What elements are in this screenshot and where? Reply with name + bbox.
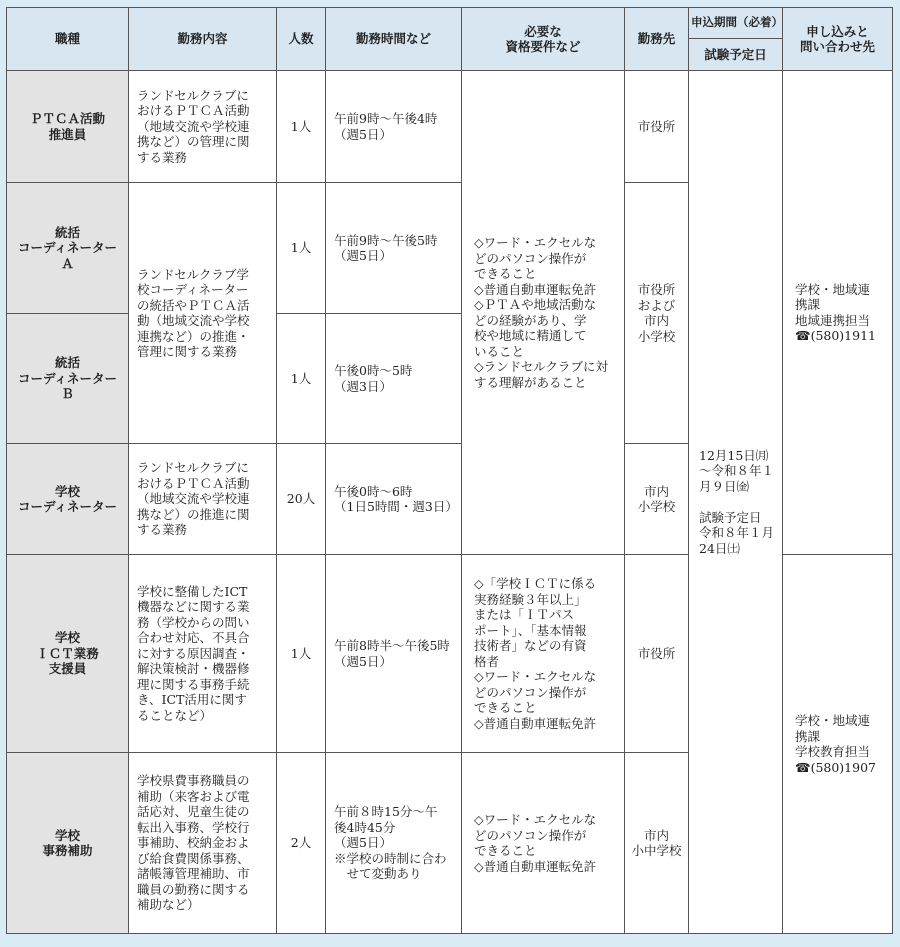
job-count: 20人 bbox=[277, 444, 326, 555]
header-hours: 勤務時間など bbox=[326, 8, 462, 71]
header-count: 人数 bbox=[277, 8, 326, 71]
job-hours: 午後0時～6時 （1日5時間・週3日） bbox=[326, 444, 462, 555]
job-hours: 午後0時～5時 （週3日） bbox=[326, 314, 462, 444]
header-period: 申込期間（必着） bbox=[689, 8, 783, 39]
job-workplace: 市内 小学校 bbox=[625, 444, 689, 555]
recruitment-table bbox=[6, 7, 893, 934]
application-period: 12月15日㈪ ～令和８年１ 月９日㈮ 試験予定日 令和８年１月 24日㈯ bbox=[689, 71, 783, 934]
shared-requirements: ◇ワード・エクセルな どのパソコン操作が できること ◇普通自動車運転免許 ◇ＰＴＡや地域活動な どの経験があり、学 校や地域に精通して いること ◇ランドセルクラブに対 する理解があること bbox=[462, 71, 625, 555]
contact-regional: 学校・地域連 携課 地域連携担当 ☎(580)1911 bbox=[783, 71, 893, 555]
job-requirements: ◇「学校ＩＣＴに係る 実務経験３年以上」 または「ＩＴパス ポート」、「基本情報 技術者」などの有資 格者 ◇ワード・エクセルな どのパソコン操作が できること ◇普通自動車運転免許 bbox=[462, 555, 625, 753]
job-title: ＰＴＣＡ活動 推進員 bbox=[7, 71, 129, 183]
job-title: 統括 コーディネーター Ｂ bbox=[7, 314, 129, 444]
recruitment-table-container bbox=[6, 7, 893, 934]
header-duties: 勤務内容 bbox=[129, 8, 277, 71]
job-title: 統括 コーディネーター Ａ bbox=[7, 183, 129, 314]
job-count: 1人 bbox=[277, 71, 326, 183]
job-title: 学校 事務補助 bbox=[7, 753, 129, 934]
job-hours: 午前9時～午後5時 （週5日） bbox=[326, 183, 462, 314]
job-workplace: 市内 小中学校 bbox=[625, 753, 689, 934]
job-count: 1人 bbox=[277, 183, 326, 314]
header-contact: 申し込みと 問い合わせ先 bbox=[783, 8, 893, 71]
job-title: 学校 コーディネーター bbox=[7, 444, 129, 555]
job-count: 1人 bbox=[277, 314, 326, 444]
header-exam-date: 試験予定日 bbox=[689, 39, 783, 71]
job-count: 2人 bbox=[277, 753, 326, 934]
job-hours: 午前８時15分～午 後4時45分 （週5日） ※学校の時制に合わ せて変動あり bbox=[326, 753, 462, 934]
header-workplace: 勤務先 bbox=[625, 8, 689, 71]
coordinator-workplace: 市役所 および 市内 小学校 bbox=[625, 183, 689, 444]
header-requirements: 必要な 資格要件など bbox=[462, 8, 625, 71]
job-workplace: 市役所 bbox=[625, 555, 689, 753]
coordinator-duties: ランドセルクラブ学 校コーディネーター の統括やＰＴＣＡ活 動（地域交流や学校 連携など）の推進・ 管理に関する業務 bbox=[129, 183, 277, 444]
header-job: 職種 bbox=[7, 8, 129, 71]
job-hours: 午前8時半～午後5時 （週5日） bbox=[326, 555, 462, 753]
table-row bbox=[7, 71, 893, 183]
job-duties: 学校に整備したICT 機器などに関する業 務（学校からの問い 合わせ対応、不具合 に対する原因調査・ 解決策検討・機器修 理に関する事務手続 き、ICT活用に関す ることなど） bbox=[129, 555, 277, 753]
job-duties: 学校県費事務職員の 補助（来客および電 話応対、児童生徒の 転出入事務、学校行 事補助、校納金およ び給食費関係事務、 諸帳簿管理補助、市 職員の勤務に関する 補助など） bbox=[129, 753, 277, 934]
job-workplace: 市役所 bbox=[625, 71, 689, 183]
header-row bbox=[7, 8, 893, 39]
job-duties: ランドセルクラブに おけるＰＴＣＡ活動 （地域交流や学校連 携など）の管理に関 する業務 bbox=[129, 71, 277, 183]
job-hours: 午前9時～午後4時 （週5日） bbox=[326, 71, 462, 183]
job-duties: ランドセルクラブに おけるＰＴＣＡ活動 （地域交流や学校連 携など）の推進に関 する業務 bbox=[129, 444, 277, 555]
contact-education: 学校・地域連 携課 学校教育担当 ☎(580)1907 bbox=[783, 555, 893, 934]
job-count: 1人 bbox=[277, 555, 326, 753]
job-title: 学校 ＩＣＴ業務 支援員 bbox=[7, 555, 129, 753]
job-requirements: ◇ワード・エクセルな どのパソコン操作が できること ◇普通自動車運転免許 bbox=[462, 753, 625, 934]
